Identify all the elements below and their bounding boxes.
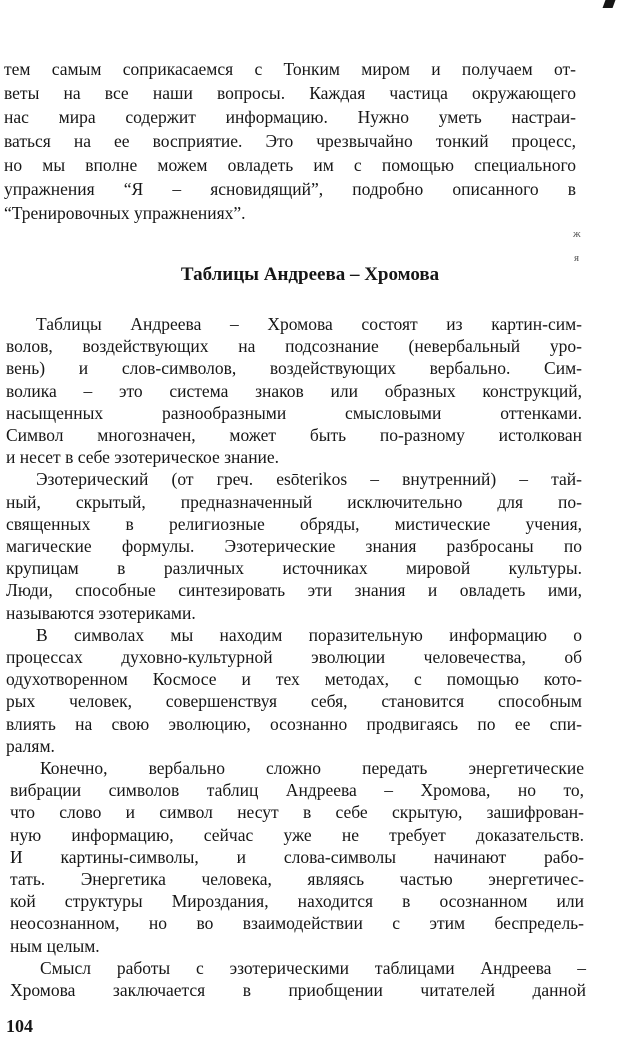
text-line: волика – это система знаков или образных конструкций, [6,380,582,401]
text-line: ным целым. [10,935,100,956]
text-line: упражнения “Я – ясновидящий”, подробно описанного в [4,179,576,199]
page-number: 104 [6,1016,33,1036]
text-line: ную информацию, сейчас уже не требует доказательств. [10,824,584,845]
text-line: Символ многозначен, может быть по-разному истолкован [6,425,582,445]
text-line: Таблицы Андреева – Хромова состоят из картин-сим- [36,314,582,334]
text-line: что слово и символ несут в себе скрытую, зашифрован- [10,802,584,823]
margin-mark: ж [573,228,581,240]
page-corner-mark [603,0,616,8]
text-line: И картины-символы, и слова-символы начинают рабо- [10,846,584,867]
text-line: влиять на свою эволюцию, осознанно продвигаясь по ее спи- [6,713,582,734]
text-line: и несет в себе эзотерическое знание. [6,447,280,468]
text-line: неосознанном, но во взаимодействии с этим беспредель- [10,913,584,934]
text-line: Конечно, вербально сложно передать энергетические [40,758,584,778]
section-heading: Таблицы Андреева – Хромова [180,264,440,285]
text-line: Смысл работы с эзотерическими таблицами Андреева – [40,957,586,978]
text-line: нас мира содержит информацию. Нужно уметь настраи- [4,107,576,127]
text-line: процессах духовно-культурной эволюции человечества, об [6,647,582,667]
text-line: Хромова заключается в приобщении читателей данной [10,980,586,1000]
text-line: веты на все наши вопросы. Каждая частица окружающего [4,83,576,103]
text-line: тем самым соприкасаемся с Тонким миром и получаем от- [4,59,576,79]
text-line: священных в религиозные обряды, мистические учения, [6,513,582,534]
text-line: вибрации символов таблиц Андреева – Хромова, но то, [10,780,584,801]
text-line: насыщенных разнообразными смысловыми оттенками. [6,402,582,423]
text-line: ный, скрытый, предназначенный исключительно для по- [6,491,582,512]
margin-mark: я [574,252,580,264]
text-line: “Тренировочных упражнениях”. [4,203,246,223]
text-line: крупицам в различных источниках мировой культуры. [6,558,582,579]
text-line: волов, воздействующих на подсознание (невербальный уро- [6,336,582,357]
text-line: ваться на ее восприятие. Это чрезвычайно тонкий процесс, [4,131,576,151]
text-line: ралям. [6,735,55,756]
text-line: Эзотерический (от греч. esōterikos – внутренний) – тай- [36,469,582,490]
text-line: В символах мы находим поразительную информацию о [36,624,582,645]
text-line: Люди, способные синтезировать эти знания и овладеть ими, [6,580,582,601]
text-line: но мы вполне можем овладеть им с помощью специального [4,155,576,175]
text-line: рых человек, совершенствуя себя, становится способным [6,691,582,712]
text-line: вень) и слов-символов, воздействующих вербально. Сим- [6,358,582,379]
text-line: тать. Энергетика человека, являясь частью энергетичес- [10,869,584,889]
text-line: одухотворенном Космосе и тех методах, с помощью кото- [6,669,582,690]
text-line: кой структуры Мироздания, находится в осознанном или [10,891,584,912]
text-line: магические формулы. Эзотерические знания разбросаны по [6,536,582,556]
text-line: называются эзотериками. [6,602,196,623]
